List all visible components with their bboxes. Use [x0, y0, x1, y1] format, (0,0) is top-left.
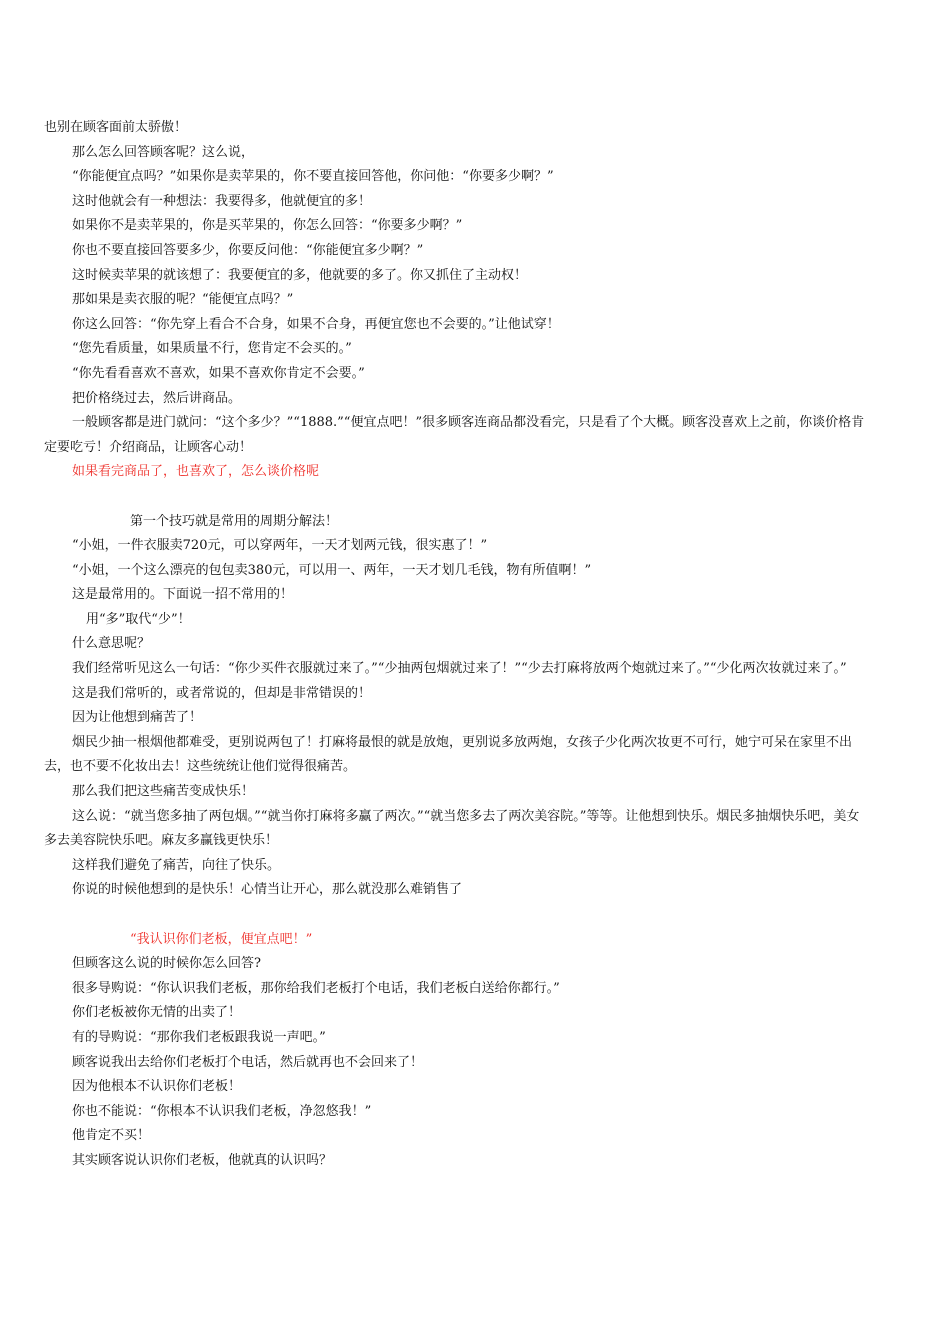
- paragraph: 但顾客这么说的时候你怎么回答?: [72, 956, 261, 972]
- paragraph: 你们老板被你无情的出卖了！: [72, 1005, 242, 1021]
- paragraph: 那么我们把这些痛苦变成快乐！: [72, 784, 255, 800]
- paragraph: 你说的时候他想到的是快乐！心情当让开心，那么就没那么难销售了: [72, 882, 463, 898]
- paragraph: 什么意思呢？: [72, 636, 151, 652]
- paragraph: 有的导购说：“那你我们老板跟我说一声吧。”: [72, 1029, 326, 1045]
- paragraph: 他肯定不买！: [72, 1128, 151, 1144]
- section-title-period-method: 第一个技巧就是常用的周期分解法！: [130, 513, 339, 529]
- paragraph: 那如果是卖衣服的呢？“能便宜点吗？”: [72, 292, 294, 308]
- paragraph: 这么说：“就当您多抽了两包烟。”“就当你打麻将多赢了两次。”“就当您多去了两次美容院。”等等。让他想到快乐。烟民多抽烟快乐吧，美女多去美容院快乐吧。麻友多赢钱更快乐！: [44, 808, 860, 849]
- section-heading-price: 如果看完商品了，也喜欢了，怎么谈价格呢: [72, 464, 320, 480]
- paragraph: 因为他根本不认识你们老板！: [72, 1079, 242, 1095]
- paragraph: 也别在顾客面前太骄傲！: [44, 120, 188, 135]
- paragraph: 这时他就会有一种想法：我要得多，他就便宜的多！: [72, 193, 372, 209]
- paragraph: 很多导购说：“你认识我们老板，那你给我们老板打个电话，我们老板白送给你都行。”: [72, 980, 560, 996]
- paragraph: 这是我们常听的，或者常说的，但却是非常错误的！: [72, 685, 372, 701]
- paragraph: 用“多”取代“少”！: [86, 611, 191, 627]
- paragraph: 你这么回答：“你先穿上看合不合身，如果不合身，再便宜您也不会要的。”让他试穿！: [72, 316, 560, 332]
- paragraph: “你先看看喜欢不喜欢，如果不喜欢你肯定不会要。”: [72, 365, 365, 381]
- spacer: [44, 903, 866, 928]
- paragraph: 把价格绕过去，然后讲商品。: [72, 390, 242, 406]
- paragraph: 你也不能说：“你根本不认识我们老板，净忽悠我！”: [72, 1103, 372, 1119]
- paragraph: “小姐，一件衣服卖720元，可以穿两年，一天才划两元钱，很实惠了！”: [72, 538, 488, 554]
- paragraph: 我们经常听见这么一句话：“你少买件衣服就过来了。”“少抽两包烟就过来了！”“少去打麻将放两个炮就过来了。”“少化两次妆就过来了。”: [72, 661, 847, 677]
- paragraph: 因为让他想到痛苦了！: [72, 710, 203, 726]
- document-body: [44, 116, 866, 1174]
- paragraph: 烟民少抽一根烟他都难受，更别说两包了！打麻将最恨的就是放炮，更别说多放两炮，女孩子少化两次妆更不可行，她宁可呆在家里不出去，也不要不化妆出去！这些统统让他们觉得很痛苦。: [44, 734, 853, 775]
- spacer: [44, 485, 866, 510]
- paragraph: 顾客说我出去给你们老板打个电话，然后就再也不会回来了！: [72, 1054, 424, 1070]
- paragraph: 一般顾客都是进门就问：“这个多少？”“1888.”“便宜点吧！”很多顾客连商品都没看完，只是看了个大概。顾客没喜欢上之前，你谈价格肯定要吃亏！介绍商品，让顾客心动！: [44, 415, 865, 455]
- paragraph: 这时候卖苹果的就该想了：我要便宜的多，他就要的多了。你又抓住了主动权！: [72, 267, 528, 283]
- paragraph: 那么怎么回答顾客呢？这么说，: [72, 144, 255, 160]
- paragraph: “您先看质量，如果质量不行，您肯定不会买的。”: [72, 341, 352, 357]
- paragraph: 这是最常用的。下面说一招不常用的！: [72, 587, 294, 603]
- paragraph: 如果你不是卖苹果的，你是买苹果的，你怎么回答：“你要多少啊？”: [72, 218, 463, 234]
- section-heading-boss: “我认识你们老板，便宜点吧！”: [130, 931, 313, 947]
- paragraph: 这样我们避免了痛苦，向往了快乐。: [72, 857, 281, 873]
- paragraph: “小姐，一个这么漂亮的包包卖380元，可以用一、两年，一天才划几毛钱，物有所值啊！”: [72, 562, 592, 578]
- paragraph: 其实顾客说认识你们老板，他就真的认识吗？: [72, 1152, 333, 1168]
- paragraph: “你能便宜点吗？”如果你是卖苹果的，你不要直接回答他，你问他：“你要多少啊？”: [72, 169, 554, 185]
- paragraph: 你也不要直接回答要多少，你要反问他：“你能便宜多少啊？”: [72, 242, 424, 258]
